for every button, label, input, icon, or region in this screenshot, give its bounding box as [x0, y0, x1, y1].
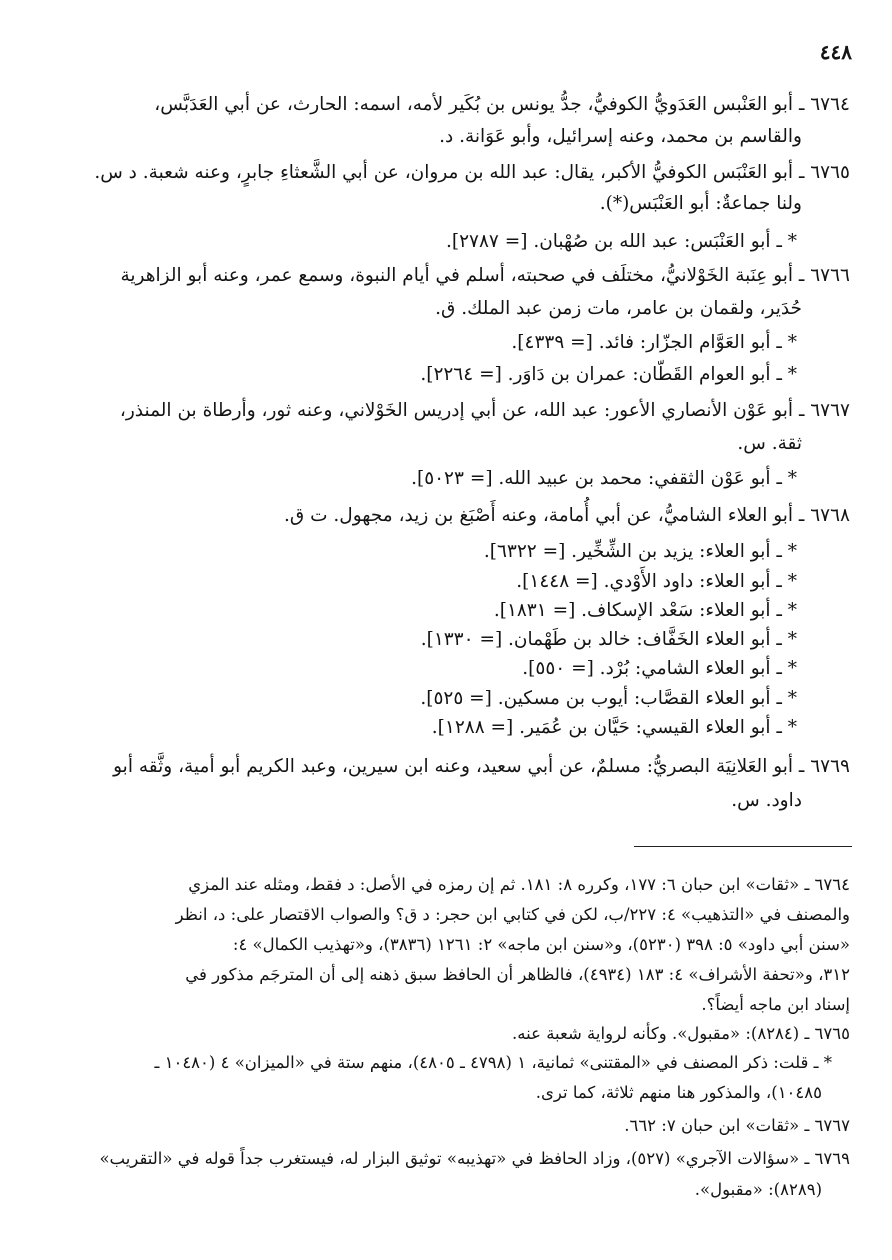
entry-6765-line-2: ولنا جماعةٌ: أبو العَنْبَس(*).: [599, 193, 802, 214]
cross-reference: * ـ أبو العلاء الشامي: بُرْد. [= ٥٥٠].: [522, 658, 797, 679]
footnote-6764-line-3: «سنن أبي داود» ٥: ٣٩٨ (٥٢٣٠)، و«سنن ابن ماجه» ٢: ١٢٦١ (٣٨٣٦)، و«تهذيب الكمال» ٤:: [232, 935, 850, 954]
entry-6764-line-1: ٦٧٦٤ ـ أبو العَنْبس العَدَويُّ الكوفيُّ، جدُّ يونس بن بُكَير لأمه، اسمه: الحارث، عن أبي العَدَبَّس،: [154, 94, 850, 115]
footnote-separator: [634, 846, 852, 847]
entry-6764-line-2: والقاسم بن محمد، وعنه إسرائيل، وأبو عَوَانة. د.: [439, 126, 802, 147]
entry-6768-line-1: ٦٧٦٨ ـ أبو العلاء الشاميُّ، عن أبي أُمامة، وعنه أَصْبَغ بن زيد، مجهول. ت ق.: [284, 505, 850, 526]
cross-reference: * ـ أبو العَنْبَس: عبد الله بن صُهْبان. [= ٢٧٨٧].: [445, 231, 797, 252]
cross-reference: * ـ أبو العوام القَطّان: عمران بن دَاوَر. [= ٢٢٦٤].: [420, 364, 797, 385]
cross-reference: * ـ أبو العلاء الخَفَّاف: خالد بن طَهْمان. [= ١٣٣٠].: [420, 629, 797, 650]
footnote-6769-line-2: (٨٢٨٩): «مقبول».: [694, 1180, 822, 1199]
entry-6767-line-1: ٦٧٦٧ ـ أبو عَوْن الأنصاري الأعور: عبد الله، عن أبي إدريس الخَوْلاني، وعنه ثور، وأرطاة بن المنذر،: [119, 400, 850, 421]
entry-6769-line-2: داود. س.: [731, 790, 802, 811]
cross-reference: * ـ أبو العلاء القصَّاب: أيوب بن مسكين. [= ٥٢٥].: [420, 688, 797, 709]
cross-reference: * ـ أبو العلاء: سَعْد الإسكاف. [= ١٨٣١].: [493, 600, 797, 621]
entry-6767-line-2: ثقة. س.: [737, 433, 802, 454]
cross-reference: * ـ أبو العلاء القيسي: حَيَّان بن عُمَير. [= ١٢٨٨].: [431, 717, 797, 738]
footnote-6764-line-5: إسناد ابن ماجه أيضاً؟.: [701, 995, 850, 1014]
footnote-note-line-1: * ـ قلت: ذكر المصنف في «المقتنى» ثمانية، ١ (٤٧٩٨ ـ ٤٨٠٥)، منهم ستة في «الميزان» ٤ (١٠٤٨٠ ـ: [154, 1053, 832, 1072]
footnote-6764-line-1: ٦٧٦٤ ـ «ثقات» ابن حبان ٦: ١٧٧، وكرره ٨: ١٨١. ثم إن رمزه في الأصل: د فقط، ومثله عند المزي: [188, 875, 850, 894]
cross-reference: * ـ أبو العَوَّام الجزّار: فائد. [= ٤٣٣٩].: [511, 332, 797, 353]
footnote-6767: ٦٧٦٧ ـ «ثقات» ابن حبان ٧: ٦٦٢.: [624, 1116, 850, 1135]
entry-6766-line-2: حُدَير، ولقمان بن عامر، مات زمن عبد الملك. ق.: [435, 298, 802, 319]
footnote-note-line-2: ١٠٤٨٥)، والمذكور هنا منهم ثلاثة، كما ترى.: [535, 1083, 822, 1102]
footnote-6764-line-2: والمصنف في «التذهيب» ٤: ٢٢٧/ب، لكن في كتابي ابن حجر: د ق؟ والصواب الاقتصار على: د، انظر: [175, 905, 850, 924]
entry-6765-line-1: ٦٧٦٥ ـ أبو العَنْبَس الكوفيُّ الأكبر، يقال: عبد الله بن مروان، عن أبي الشَّعثاءِ جابرٍ، وعنه شعبة. د س.: [94, 162, 850, 183]
page-number: ٤٤٨: [819, 40, 852, 64]
entry-6769-line-1: ٦٧٦٩ ـ أبو العَلانِيَة البصريُّ: مسلمٌ، عن أبي سعيد، وعنه ابن سيرين، وعبد الكريم أبو أمية، وثَّقه أبو: [113, 756, 850, 777]
footnote-6765: ٦٧٦٥ ـ (٨٢٨٤): «مقبول». وكأنه لرواية شعبة عنه.: [512, 1024, 850, 1043]
cross-reference: * ـ أبو عَوْن الثقفي: محمد بن عبيد الله. [= ٥٠٢٣].: [411, 468, 797, 489]
cross-reference: * ـ أبو العلاء: داود الأَوْدي. [= ١٤٤٨].: [516, 571, 797, 592]
footnote-6764-line-4: ٣١٢، و«تحفة الأشراف» ٤: ١٨٣ (٤٩٣٤)، فالظاهر أن الحافظ سبق ذهنه إلى أن المترجَم مذكور في: [185, 965, 850, 984]
entry-6766-line-1: ٦٧٦٦ ـ أبو عِنَبة الخَوْلانيُّ، مختلَف في صحبته، أسلم في أيام النبوة، وسمع عمر، وعنه أبو الزاهرية: [120, 265, 850, 286]
footnote-6769-line-1: ٦٧٦٩ ـ «سؤالات الآجري» (٥٢٧)، وزاد الحافظ في «تهذيبه» توثيق البزار له، فيستغرب جداً قوله في «التقريب»: [99, 1149, 850, 1168]
cross-reference: * ـ أبو العلاء: يزيد بن الشِّخِّير. [= ٦٣٢٢].: [483, 541, 797, 562]
